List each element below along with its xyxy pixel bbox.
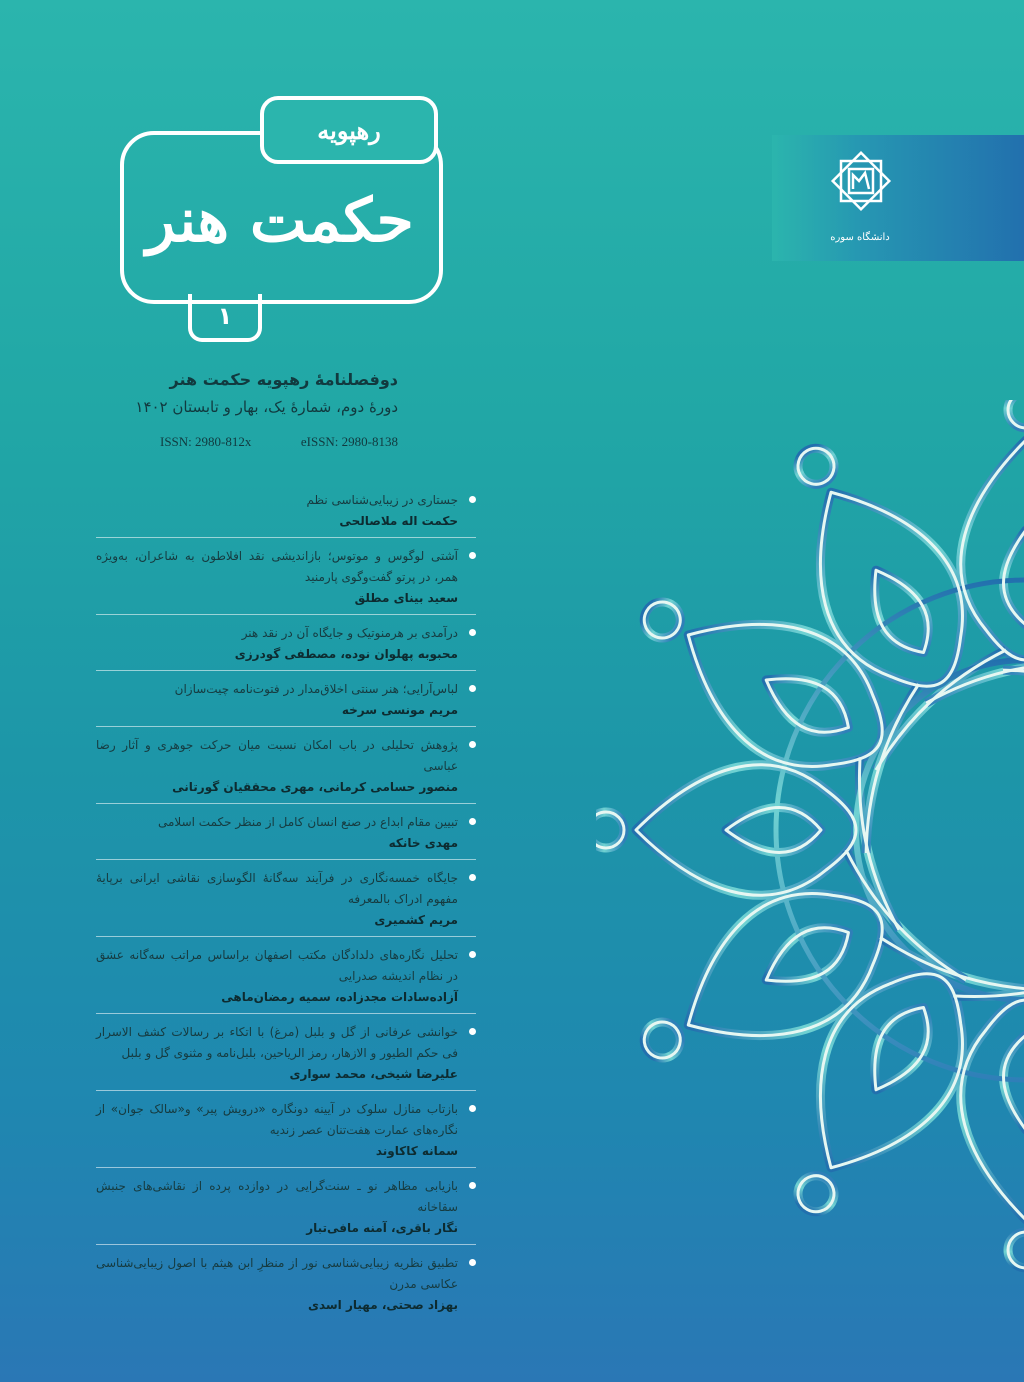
eissn: eISSN: 2980-8138 xyxy=(300,434,398,449)
toc-item xyxy=(96,542,476,615)
toc-article-title: آشتی لوگوس و موتوس؛ بازاندیشی نقد افلاطون به شاعران، به‌ویژه همر، در پرتو گفت‌وگوی پارمنید xyxy=(96,549,458,584)
toc-item xyxy=(96,941,476,1014)
toc-item xyxy=(96,1095,476,1168)
toc-item xyxy=(96,675,476,727)
toc-article-authors: بهزاد صحتی، مهیار اسدی xyxy=(307,1298,458,1312)
bullet-icon xyxy=(469,552,476,559)
toc-article-authors: حکمت اله ملاصالحی xyxy=(339,514,458,528)
toc-article-title: تحلیل نگاره‌های دلدادگان مکتب اصفهان براساس مراتب سه‌گانه عشق در نظام اندیشه صدرایی xyxy=(96,948,458,983)
logo-tag-text: رهپویه xyxy=(317,115,381,145)
toc-article-title: خوانشی عرفانی از گل و بلبل (مرغ) با اتکاء بر رسالات کشف الاسرار فی حکم الطیور و الازهار، رمز الریاحین، بلبل‌نامه و مثنوی گل و بلبل xyxy=(96,1025,458,1060)
issn-row xyxy=(160,434,398,450)
bullet-icon xyxy=(469,951,476,958)
toc-item xyxy=(96,486,476,538)
arabesque-ornament xyxy=(596,400,1024,1380)
table-of-contents xyxy=(96,486,476,1325)
toc-article-authors: محبوبه پهلوان نوده، مصطفی گودرزی xyxy=(234,647,458,661)
bullet-icon xyxy=(469,741,476,748)
toc-article-authors: آزاده‌سادات مجدزاده، سمیه رمضان‌ماهی xyxy=(221,990,458,1004)
toc-article-authors: سعید بینای مطلق xyxy=(354,591,458,605)
toc-article-authors: مریم مونسی سرخه xyxy=(341,703,458,717)
toc-item xyxy=(96,1172,476,1245)
logo-main xyxy=(135,156,425,286)
toc-article-title: پژوهش تحلیلی در باب امکان نسبت میان حرکت جوهری و آثار رضا عباسی xyxy=(96,738,458,773)
toc-item xyxy=(96,864,476,937)
toc-article-authors: علیرضا شیخی، محمد سواری xyxy=(289,1067,458,1081)
toc-item xyxy=(96,619,476,671)
toc-article-title: تبیین مقام ابداع در صنع انسان کامل از منظر حکمت اسلامی xyxy=(158,815,458,829)
university-name: دانشگاه سوره xyxy=(830,232,890,243)
toc-item xyxy=(96,731,476,804)
bullet-icon xyxy=(469,1028,476,1035)
issn: ISSN: 2980-812x xyxy=(160,434,252,449)
toc-article-authors: مهدی خانکه xyxy=(388,836,458,850)
journal-logo xyxy=(120,96,440,356)
university-emblem-icon xyxy=(825,145,897,217)
toc-article-authors: سمانه کاکاوند xyxy=(375,1144,458,1158)
toc-article-title: بازیابی مظاهر نو ـ سنت‌گرایی در دوازده پرده از نقاشی‌های جنبش سقاخانه xyxy=(96,1179,458,1214)
logo-main-text: حکمت هنر xyxy=(146,186,414,256)
toc-article-authors: منصور حسامی کرمانی، مهری محققیان گورتانی xyxy=(172,780,458,794)
toc-item xyxy=(96,808,476,860)
toc-article-title: جستاری در زیبایی‌شناسی نظم xyxy=(306,493,458,507)
bullet-icon xyxy=(469,629,476,636)
bullet-icon xyxy=(469,685,476,692)
toc-article-title: لباس‌آرایی؛ هنر سنتی اخلاق‌مدار در فتوت‌نامه چیت‌سازان xyxy=(174,682,458,696)
issue-number-tab xyxy=(188,294,262,342)
bullet-icon xyxy=(469,874,476,881)
bullet-icon xyxy=(469,1182,476,1189)
toc-article-authors: نگار باقری، آمنه مافی‌تبار xyxy=(306,1221,458,1235)
bullet-icon xyxy=(469,496,476,503)
journal-title: دوفصلنامهٔ رهپویه حکمت هنر xyxy=(169,370,398,389)
toc-article-title: جایگاه خمسه‌نگاری در فرآیند سه‌گانهٔ الگوسازی نقاشی ایرانی برپایهٔ مفهوم ادراک بالمعرفه xyxy=(96,871,458,906)
toc-item xyxy=(96,1249,476,1321)
bullet-icon xyxy=(469,818,476,825)
bullet-icon xyxy=(469,1259,476,1266)
toc-article-title: تطبیق نظریه زیبایی‌شناسی نور از منظرِ ابن هیثم با اصول زیبایی‌شناسی عکاسی مدرن xyxy=(96,1256,458,1291)
toc-article-title: بازتاب منازل سلوک در آیینه دونگاره «درویش پیر» و«سالک جوان» از نگاره‌های عمارت هفت‌تنان عصر زندیه xyxy=(96,1102,458,1137)
logo-tag xyxy=(260,96,438,164)
issue-number: ۱ xyxy=(217,302,233,330)
toc-item xyxy=(96,1018,476,1091)
toc-article-authors: مریم کشمیری xyxy=(374,913,458,927)
toc-article-title: درآمدی بر هرمنوتیک و جایگاه آن در نقد هنر xyxy=(241,626,458,640)
journal-issue-line: دورهٔ دوم، شمارهٔ یک، بهار و تابستان ۱۴۰۲ xyxy=(135,398,398,416)
bullet-icon xyxy=(469,1105,476,1112)
